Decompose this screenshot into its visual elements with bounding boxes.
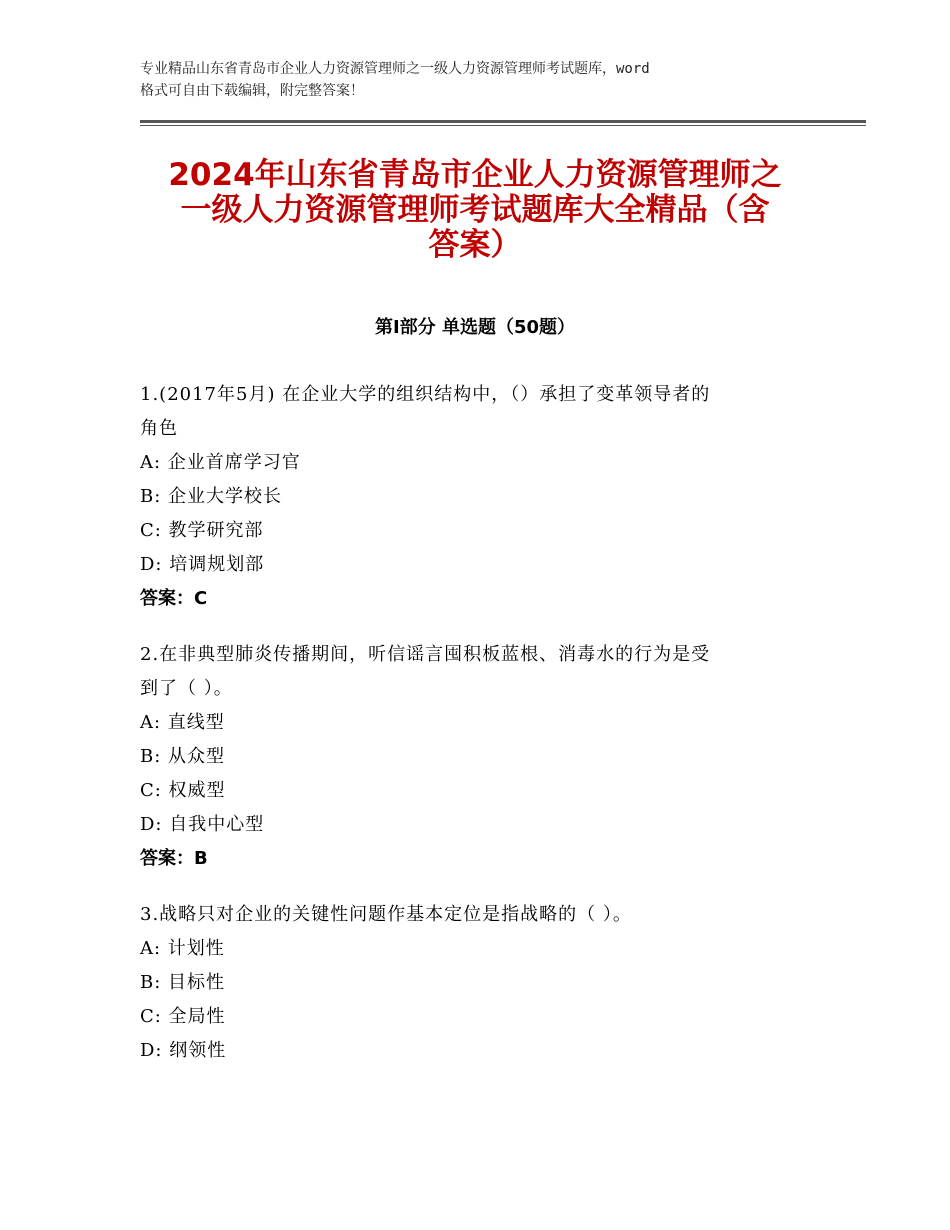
question-text: 2.在非典型肺炎传播期间，听信谣言囤积板蓝根、消毒水的行为是受 xyxy=(140,644,711,665)
question-text: 角色 xyxy=(140,418,178,439)
option-d: D: 自我中心型 xyxy=(140,814,265,835)
question-text: 1.(2017年5月) 在企业大学的组织结构中，（）承担了变革领导者的 xyxy=(140,384,711,405)
document-title xyxy=(130,158,820,263)
header-note xyxy=(140,58,830,102)
question-list xyxy=(140,378,830,1090)
option-c: C: 全局性 xyxy=(140,1006,226,1027)
option-d: D: 培调规划部 xyxy=(140,554,265,575)
question-text: 3.战略只对企业的关键性问题作基本定位是指战略的（ ）。 xyxy=(140,904,632,925)
answer: 答案：B xyxy=(140,848,208,869)
option-a: A: 直线型 xyxy=(140,712,225,733)
question-3 xyxy=(140,898,830,1068)
option-d: D: 纲领性 xyxy=(140,1040,227,1061)
option-a: A: 计划性 xyxy=(140,938,225,959)
title-line: 一级人力资源管理师考试题库大全精品（含 xyxy=(180,192,770,228)
header-note-line: 格式可自由下载编辑，附完整答案！ xyxy=(140,83,364,99)
option-b: B: 企业大学校长 xyxy=(140,486,283,507)
title-line: 答案） xyxy=(428,227,522,263)
question-2 xyxy=(140,638,830,876)
question-text: 到了（ ）。 xyxy=(140,678,233,699)
header-divider-thin xyxy=(140,125,866,126)
question-1 xyxy=(140,378,830,616)
header-divider xyxy=(140,120,866,123)
option-c: C: 教学研究部 xyxy=(140,520,264,541)
option-b: B: 从众型 xyxy=(140,746,226,767)
title-line: 2024年山东省青岛市企业人力资源管理师之 xyxy=(168,157,782,193)
option-a: A: 企业首席学习官 xyxy=(140,452,301,473)
header-note-line: 专业精品山东省青岛市企业人力资源管理师之一级人力资源管理师考试题库，word xyxy=(140,61,650,77)
option-c: C: 权威型 xyxy=(140,780,226,801)
option-b: B: 目标性 xyxy=(140,972,226,993)
section-heading: 第Ⅰ部分 单选题（50题） xyxy=(374,317,575,338)
answer: 答案：C xyxy=(140,588,208,609)
